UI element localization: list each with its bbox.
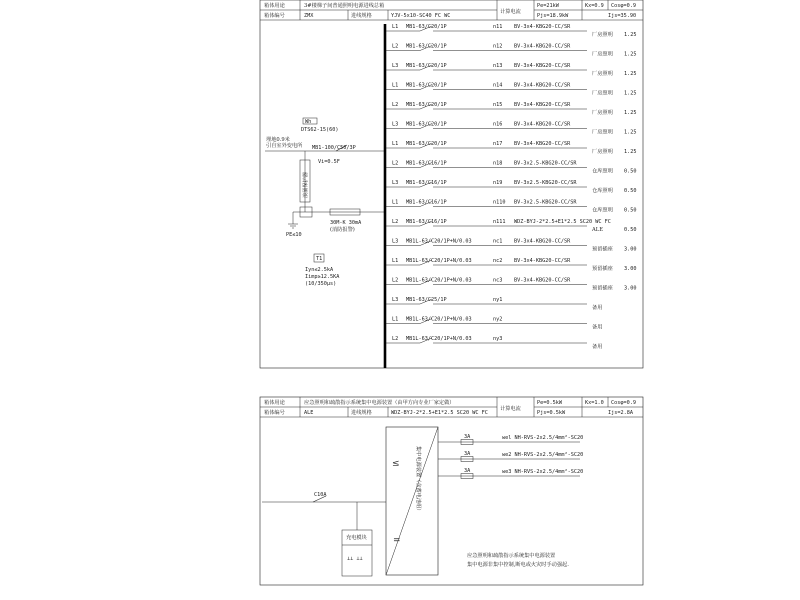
circuit-row	[386, 336, 602, 350]
circuit-row	[386, 200, 637, 214]
circuit-row	[386, 161, 637, 175]
circuit-cable: WDZ-BYJ-2*2.5+E1*2.5 SC20 WC FC	[514, 219, 611, 225]
circuit-kw: 3.00	[624, 266, 637, 272]
circuit-breaker: MB1L-63/C20/1P+N/0.03	[406, 316, 472, 323]
circuit-phase: L2	[392, 160, 399, 167]
circuit-id: nc1	[493, 238, 503, 245]
circuit-breaker: MB1L-63/C20/1P+N/0.03	[406, 238, 472, 245]
circuit-cable: BV-3x4-KBG20-CC/SR	[514, 102, 571, 108]
circuit-breaker: MB1-63/C20/1P	[406, 141, 447, 147]
circuit-row	[386, 219, 637, 233]
circuit-id: n110	[493, 199, 506, 206]
ale-note-1: 应急照明和疏散指示系统集中电源装置	[467, 553, 556, 559]
circuit-row	[386, 297, 602, 311]
circuit-phase: L1	[392, 316, 399, 323]
top-label-purpose: 箱体用途	[264, 3, 285, 9]
bottom-label-boxno: 箱体编号	[264, 410, 285, 416]
top-incoming-spec: YJV-5x10-SC40 FC WC	[391, 13, 451, 19]
ale-output-cable: wel NH-RVS-2x2.5/4mm²-SC20	[502, 435, 584, 441]
circuit-breaker: MB1-63/C16/1P	[406, 199, 447, 206]
bottom-incoming-spec: WDZ-BYJ-2*2.5+E1*2.5 SC20 WC FC	[391, 410, 488, 416]
circuit-phase: L3	[392, 121, 399, 128]
circuit-use: 厂房照明	[592, 71, 613, 77]
bottom-cos: Cosφ=0.9	[611, 400, 636, 406]
bottom-pjs: Pjs=0.5kW	[537, 410, 566, 416]
source-depth: 埋地0.9米	[266, 137, 290, 143]
circuit-row	[386, 122, 637, 136]
circuit-use: 厂房照明	[592, 129, 613, 136]
circuit-phase: L1	[392, 141, 399, 147]
circuit-id: n18	[493, 160, 503, 167]
circuit-breaker: MB1L-63/C20/1P+N/0.03	[406, 336, 472, 342]
circuit-phase: L2	[392, 43, 399, 50]
circuit-phase: L3	[392, 180, 399, 186]
circuit-cable: BV-3x2.5-KBG20-CC/SR	[514, 160, 577, 167]
main-breaker: MB1-100/C50/3P	[312, 145, 356, 151]
circuit-use: 备用	[592, 344, 603, 350]
circuit-phase: L2	[392, 102, 399, 108]
fuse-rating: 3A	[464, 451, 471, 457]
circuit-kw: 0.50	[624, 227, 637, 233]
circuit-row	[386, 258, 637, 272]
circuit-id: ny3	[493, 336, 503, 342]
top-label-boxno: 箱体编号	[264, 13, 285, 19]
circuit-kw: 1.25	[624, 90, 637, 97]
source-origin: 引自室外变电所	[266, 143, 303, 149]
circuit-breaker: MB1-63/C16/1P	[406, 219, 447, 225]
circuit-id: n14	[493, 82, 503, 89]
pe-resistance: PE≤10	[286, 232, 302, 238]
circuit-cable: BV-3x4-KBG20-CC/SR	[514, 121, 571, 128]
central-unit-label: 集中电源装置（含蓄电池组）	[415, 446, 421, 514]
circuit-row	[386, 24, 637, 38]
circuit-cable: BV-3x4-KBG20-CC/SR	[514, 24, 571, 30]
kwh-label: Wh	[305, 119, 312, 125]
top-label-incoming: 进线规格	[351, 13, 372, 19]
circuit-id: n17	[493, 141, 503, 147]
bottom-box-purpose: 应急照明和疏散指示系统集中电源装置（由甲方向专业厂家定做）	[304, 400, 455, 406]
circuit-phase: L2	[392, 219, 399, 225]
circuit-row	[386, 239, 637, 253]
circuit-row	[386, 83, 637, 97]
circuit-phase: L3	[392, 297, 399, 303]
dc-symbol: =	[393, 536, 401, 546]
bottom-label-purpose: 箱体用途	[264, 400, 285, 406]
circuit-use: 厂房照明	[592, 51, 613, 58]
circuit-phase: L2	[392, 277, 399, 284]
circuit-id: n15	[493, 102, 503, 108]
circuit-phase: L2	[392, 336, 399, 342]
circuit-id: n12	[493, 43, 503, 50]
circuit-kw: 1.25	[624, 71, 637, 77]
top-kx: Kx=0.9	[585, 3, 604, 9]
circuit-row	[386, 63, 637, 77]
circuit-cable: BV-3x2.5-KBG20-CC/SR	[514, 180, 577, 186]
circuit-cable: BV-3x4-KBG20-CC/SR	[514, 277, 571, 284]
ale-output-row	[438, 451, 583, 462]
circuit-kw: 3.00	[624, 246, 637, 253]
circuit-phase: L3	[392, 63, 399, 69]
circuit-breaker: MB1-63/C20/1P	[406, 121, 447, 128]
circuit-phase: L3	[392, 238, 399, 245]
circuit-kw: 3.00	[624, 285, 637, 292]
circuit-cable: BV-3x4-KBG20-CC/SR	[514, 82, 571, 89]
circuit-phase: L1	[392, 258, 399, 264]
bottom-panel-frame	[260, 397, 643, 585]
bottom-pe: Pe=0.5kW	[537, 400, 562, 406]
circuit-cable: BV-3x4-KBG20-CC/SR	[514, 238, 571, 245]
circuit-phase: L1	[392, 199, 399, 206]
circuit-use: 厂房照明	[592, 90, 613, 97]
circuit-row	[386, 317, 602, 331]
circuit-id: nc2	[493, 258, 503, 264]
spd-note-1: Iyn≤2.5kA	[305, 267, 334, 273]
circuit-breaker: MB1-63/C25/1P	[406, 297, 447, 303]
main-breaker-vi: Vi=0.5F	[318, 159, 340, 165]
circuit-cable: BV-3x4-KBG20-CC/SR	[514, 258, 571, 264]
spd-label: 浪涌保护器	[303, 172, 309, 198]
circuit-id: n16	[493, 121, 503, 128]
meter-model: DTS62-15(60)	[301, 127, 339, 133]
circuit-breaker: MB1L-63/C20/1P+N/0.03	[406, 258, 472, 264]
circuit-use: 备用	[592, 305, 603, 311]
circuit-cable: BV-3x4-KBG20-CC/SR	[514, 43, 571, 50]
circuit-use: 备用	[592, 324, 603, 331]
circuit-use: 仓库照明	[592, 188, 613, 194]
top-panel-frame	[260, 0, 643, 368]
bottom-ijs: Ijs=2.8A	[608, 410, 633, 416]
circuit-kw: 0.50	[624, 207, 637, 214]
circuit-row	[386, 278, 637, 292]
top-cos: Cosφ=0.9	[611, 3, 636, 9]
circuit-id: ny1	[493, 297, 503, 303]
bottom-panel	[260, 397, 643, 585]
circuit-cable: BV-3x4-KBG20-CC/SR	[514, 141, 571, 147]
ale-note-2: 集中电源非集中控制,断电或火灾时手动强起.	[467, 562, 569, 568]
circuit-use: 预留插座	[592, 246, 613, 253]
circuit-use: 预留插座	[592, 285, 613, 292]
circuit-use: 厂房照明	[592, 149, 613, 155]
top-panel	[260, 0, 643, 368]
rcd-spec: 30M-K 30mA	[330, 220, 362, 226]
circuit-breaker: MB1-63/C16/1P	[406, 180, 447, 186]
circuit-breaker: MB1-63/C20/1P	[406, 82, 447, 89]
circuit-kw: 0.50	[624, 168, 637, 175]
circuit-kw: 1.25	[624, 51, 637, 58]
bottom-outputs	[438, 434, 583, 479]
circuit-kw: 1.25	[624, 110, 637, 116]
circuit-id: nc3	[493, 277, 503, 284]
ale-output-cable: we2 NH-RVS-2x2.5/4mm²-SC20	[502, 452, 584, 458]
circuit-row	[386, 180, 637, 194]
charger-label: 充电模块	[346, 535, 367, 541]
circuit-id: n13	[493, 63, 503, 69]
top-box-number: ZMX	[304, 13, 314, 19]
top-box-purpose: 3#楼梯子间普通照明电源进线总箱	[304, 3, 385, 9]
circuit-id: n111	[493, 219, 506, 225]
circuit-breaker: MB1-63/C20/1P	[406, 63, 447, 69]
circuit-use: 预留插座	[592, 266, 613, 272]
top-ijs: Ijs=35.90	[608, 13, 637, 19]
ale-output-cable: we3 NH-RVS-2x2.5/4mm²-SC20	[502, 469, 584, 475]
ale-output-row	[438, 434, 583, 445]
rcd-note: (消防报警)	[330, 227, 355, 233]
circuit-row	[386, 44, 637, 58]
circuit-breaker: MB1L-63/C20/1P+N/0.03	[406, 277, 472, 284]
circuit-row	[386, 102, 637, 116]
circuit-id: ny2	[493, 316, 503, 323]
top-circuits	[386, 24, 637, 350]
circuit-cable: BV-3x2.5-KBG20-CC/SR	[514, 199, 577, 206]
circuit-id: n11	[493, 24, 503, 30]
circuit-kw: 1.25	[624, 129, 637, 136]
spd-note-3: (10/350μs)	[305, 281, 337, 287]
ac-symbol: ≤	[392, 459, 400, 469]
top-label-calc: 计算电流	[500, 9, 521, 15]
circuit-use: ALE	[592, 227, 603, 233]
spd-note-2: Iimp≥12.5KA	[305, 274, 340, 280]
inverter-diagonal	[386, 427, 438, 575]
circuit-id: n19	[493, 180, 503, 186]
circuit-row	[386, 141, 637, 155]
circuit-kw: 1.25	[624, 32, 637, 38]
ale-output-row	[438, 468, 583, 479]
circuit-use: 厂房照明	[592, 110, 613, 116]
circuit-phase: L1	[392, 82, 399, 89]
fuse-rating: 3A	[464, 434, 471, 440]
circuit-use: 厂房照明	[592, 32, 613, 38]
t1-label: T1	[316, 256, 323, 262]
circuit-breaker: MB1-63/C20/1P	[406, 43, 447, 50]
circuit-breaker: MB1-63/C20/1P	[406, 102, 447, 108]
bottom-kx: Kx=1.0	[585, 400, 604, 406]
circuit-kw: 0.50	[624, 188, 637, 194]
fuse-rating: 3A	[464, 468, 471, 474]
battery-icon: ⊥⊥ ⊥⊥	[347, 556, 363, 562]
top-pe: Pe=21kW	[537, 3, 559, 9]
bottom-label-calc: 计算电流	[500, 406, 521, 412]
circuit-breaker: MB1-63/C16/1P	[406, 160, 447, 167]
bottom-label-incoming: 进线规格	[351, 410, 372, 416]
circuit-breaker: MB1-63/C20/1P	[406, 24, 447, 30]
circuit-use: 仓库照明	[592, 207, 613, 214]
circuit-kw: 1.25	[624, 149, 637, 155]
bottom-box-number: ALE	[304, 410, 314, 416]
ale-breaker: C10A	[314, 492, 327, 498]
circuit-use: 仓库照明	[592, 168, 613, 175]
circuit-phase: L1	[392, 24, 399, 30]
top-pjs: Pjs=18.9kW	[537, 13, 569, 19]
circuit-cable: BV-3x4-KBG20-CC/SR	[514, 63, 571, 69]
